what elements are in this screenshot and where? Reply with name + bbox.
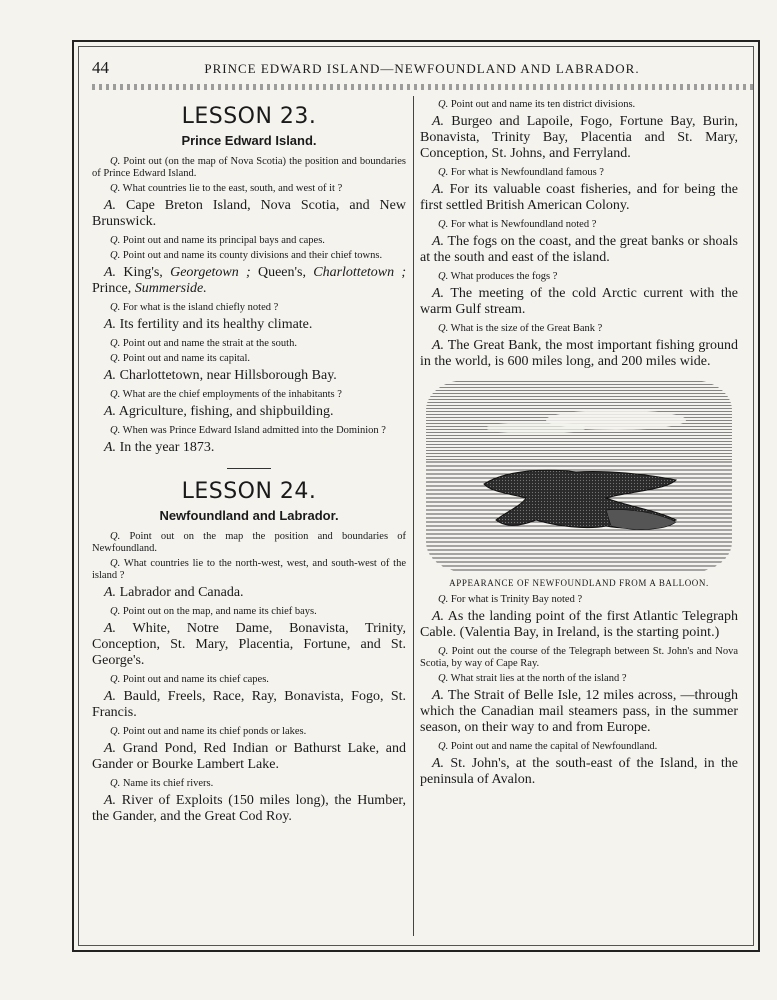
answer: A. In the year 1873. bbox=[104, 440, 215, 455]
running-title: PRINCE EDWARD ISLAND—NEWFOUNDLAND AND LABRADOR. bbox=[204, 61, 640, 76]
question: Q. For what is the island chiefly noted ? bbox=[110, 302, 279, 313]
answer: A. River of Exploits (150 miles long), the Humber, the Gander, and the Great Cod Roy. bbox=[92, 793, 406, 824]
engraving-image bbox=[426, 380, 732, 572]
answer: A. The fogs on the coast, and the great banks or shoals at the south and east of the island. bbox=[420, 234, 738, 265]
question: Q. Point out on the map, and name its chief bays. bbox=[110, 606, 317, 617]
lesson-24-title: LESSON 24. bbox=[181, 479, 317, 504]
lesson-24-subtitle: Newfoundland and Labrador. bbox=[159, 508, 339, 523]
newfoundland-illustration bbox=[426, 380, 732, 572]
question: Q. Point out and name its capital. bbox=[110, 353, 250, 364]
section-divider bbox=[227, 468, 271, 469]
question: Q. For what is Newfoundland noted ? bbox=[438, 219, 597, 230]
question: Q. Point out the course of the Telegraph between St. John's and Nova Scotia, by way of Cape Ray. bbox=[420, 646, 738, 669]
question: Q. For what is Trinity Bay noted ? bbox=[438, 594, 583, 605]
answer: A. King's, Georgetown ; Queen's, Charlottetown ; Prince, Summerside. bbox=[92, 265, 406, 296]
question: Q. When was Prince Edward Island admitted into the Dominion ? bbox=[110, 425, 386, 436]
answer: A. Labrador and Canada. bbox=[104, 585, 244, 600]
page-header bbox=[92, 58, 742, 82]
answer: A. The Great Bank, the most important fishing ground in the world, is 600 miles long, and 200 miles wide. bbox=[420, 338, 738, 369]
question: Q. What strait lies at the north of the island ? bbox=[438, 673, 627, 684]
answer: A. Bauld, Freels, Race, Ray, Bonavista, Fogo, St. Francis. bbox=[92, 689, 406, 720]
answer: A. As the landing point of the first Atlantic Telegraph Cable. (Valentia Bay, in Ireland, is the starting point.) bbox=[420, 609, 738, 640]
question: Q. Point out and name its ten district divisions. bbox=[438, 99, 636, 110]
question: Q. What is the size of the Great Bank ? bbox=[438, 323, 603, 334]
lesson-23-title: LESSON 23. bbox=[181, 104, 317, 129]
question: Q. Point out (on the map of Nova Scotia) the position and boundaries of Prince Edward Island. bbox=[92, 156, 406, 179]
question: Q. What are the chief employments of the inhabitants ? bbox=[110, 389, 342, 400]
answer: A. Grand Pond, Red Indian or Bathurst Lake, and Gander or Bourke Lambert Lake. bbox=[92, 741, 406, 772]
page-number: 44 bbox=[92, 58, 109, 77]
left-column bbox=[92, 96, 406, 936]
answer: A. Burgeo and Lapoile, Fogo, Fortune Bay, Burin, Bonavista, Trinity Bay, Placentia and St. Mary, Conception, St. Johns, and Ferryland. bbox=[420, 114, 738, 161]
question: Q. What countries lie to the east, south, and west of it ? bbox=[110, 183, 343, 194]
column-divider bbox=[413, 96, 414, 936]
answer: A. Cape Breton Island, Nova Scotia, and New Brunswick. bbox=[92, 198, 406, 229]
question: Q. Point out and name the capital of Newfoundland. bbox=[438, 741, 658, 752]
answer: A. The meeting of the cold Arctic current with the warm Gulf stream. bbox=[420, 286, 738, 317]
question: Q. Point out and name the strait at the south. bbox=[110, 338, 297, 349]
question: Q. Point out and name its principal bays and capes. bbox=[110, 235, 325, 246]
question: Q. What countries lie to the north-west, west, and south-west of the island ? bbox=[92, 558, 406, 581]
question: Q. Point out and name its chief capes. bbox=[110, 674, 269, 685]
answer: A. Agriculture, fishing, and shipbuilding. bbox=[104, 404, 334, 419]
answer: A. White, Notre Dame, Bonavista, Trinity, Conception, St. Mary, Placentia, Fortune, and St. George's. bbox=[92, 621, 406, 668]
question: Q. What produces the fogs ? bbox=[438, 271, 558, 282]
question: Q. Point out and name its chief ponds or lakes. bbox=[110, 726, 307, 737]
answer: A. For its valuable coast fisheries, and for being the first settled British American Colony. bbox=[420, 182, 738, 213]
question: Q. For what is Newfoundland famous ? bbox=[438, 167, 604, 178]
answer: A. The Strait of Belle Isle, 12 miles across, —through which the Canadian mail steamers pass, in the summer season, on their way to and from Europe. bbox=[420, 688, 738, 735]
answer: A. Charlottetown, near Hillsborough Bay. bbox=[104, 368, 337, 383]
illustration-caption: APPEARANCE OF NEWFOUNDLAND FROM A BALLOON. bbox=[449, 578, 709, 588]
answer: A. Its fertility and its healthy climate. bbox=[104, 317, 313, 332]
question: Q. Point out on the map the position and boundaries of Newfoundland. bbox=[92, 531, 406, 554]
lesson-23-subtitle: Prince Edward Island. bbox=[181, 133, 317, 148]
right-column bbox=[420, 96, 738, 936]
question: Q. Name its chief rivers. bbox=[110, 778, 214, 789]
answer: A. St. John's, at the south-east of the Island, in the peninsula of Avalon. bbox=[420, 756, 738, 787]
header-ornament-rule bbox=[92, 84, 755, 90]
question: Q. Point out and name its county divisions and their chief towns. bbox=[110, 250, 383, 261]
